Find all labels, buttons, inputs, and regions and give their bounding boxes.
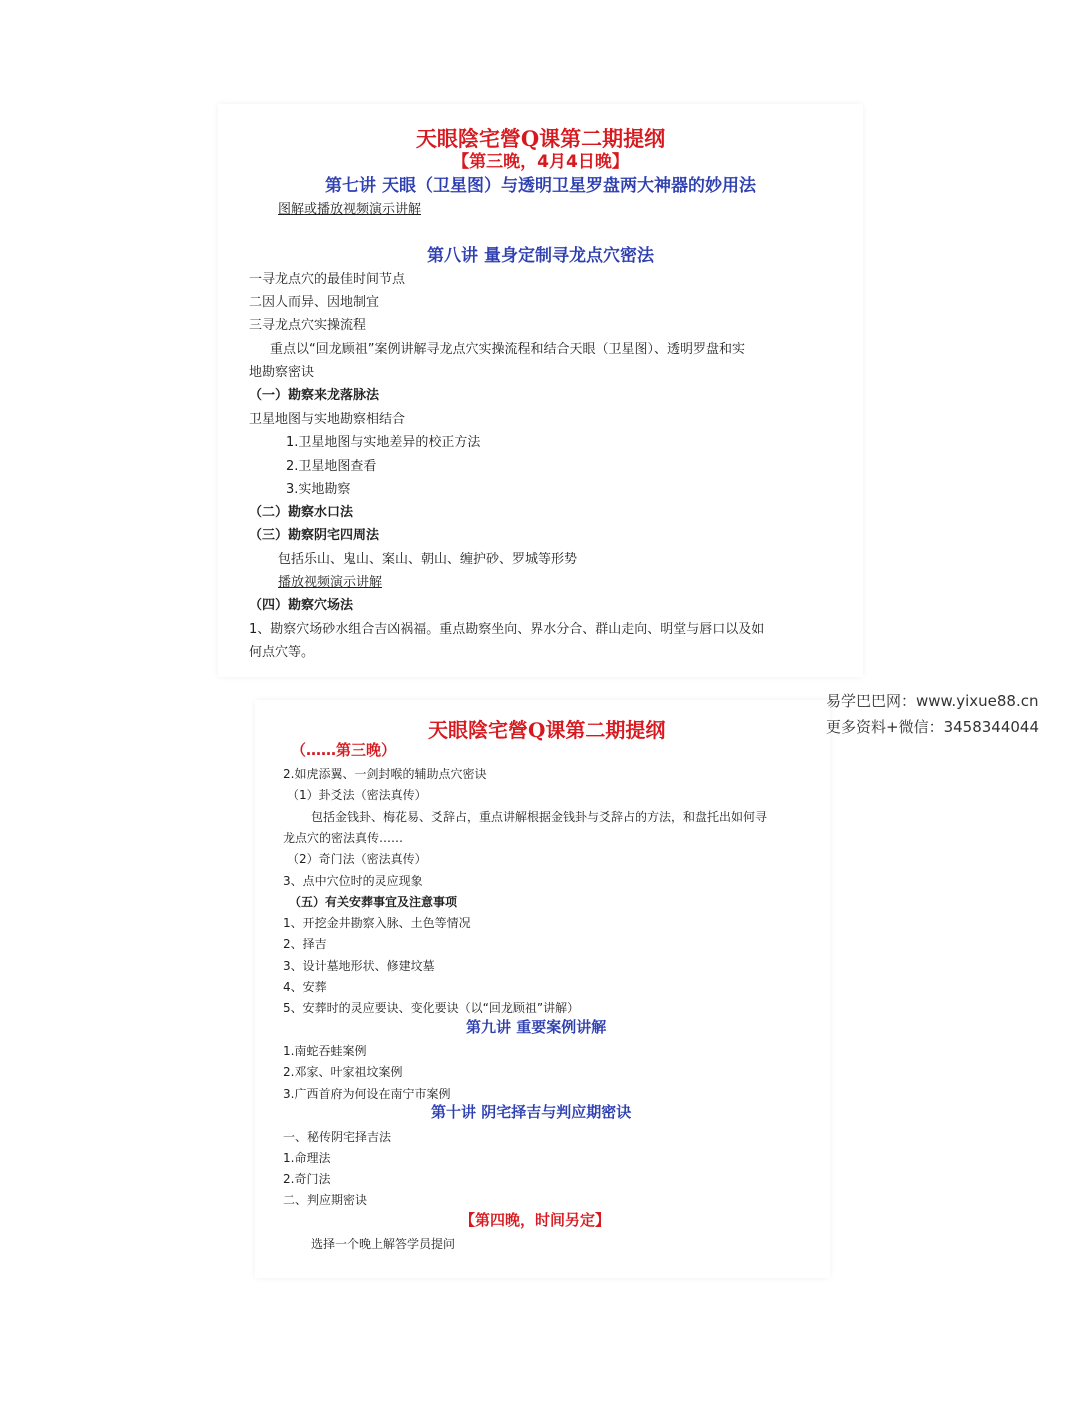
session-subtitle: 【第三晚，4月4日晚】 xyxy=(452,152,629,172)
paragraph-line: 选择一个晚上解答学员提问 xyxy=(311,1237,456,1251)
watermark-line-1: 易学巴巴网：www.yixue88.cn xyxy=(826,692,1039,710)
section-heading: 一、秘传阴宅择吉法 xyxy=(283,1130,392,1144)
list-item: 1、开挖金井勘察入脉、土色等情况 xyxy=(283,916,471,930)
paragraph-line: （1）卦爻法（密法真传） xyxy=(287,788,427,802)
lecture-7-heading: 第七讲 天眼（卫星图）与透明卫星罗盘两大神器的妙用法 xyxy=(325,176,756,196)
session-4-heading: 【第四晚，时间另定】 xyxy=(460,1211,611,1229)
list-item: 1.卫星地图与实地差异的校正方法 xyxy=(286,435,481,450)
list-item: 二因人而异、因地制宜 xyxy=(249,295,380,310)
section-note: 播放视频演示讲解 xyxy=(278,575,383,590)
list-item: 3.广西首府为何设在南宁市案例 xyxy=(283,1087,451,1101)
list-item: 1.南蛇吞蛙案例 xyxy=(283,1044,367,1058)
outline-page-1 xyxy=(218,104,863,677)
page-title: 天眼陰宅營Q课第二期提纲 xyxy=(415,126,666,151)
section-heading: 二、判应期密诀 xyxy=(283,1193,368,1207)
lecture-10-heading: 第十讲 阴宅择吉与判应期密诀 xyxy=(431,1103,632,1121)
outline-page-2 xyxy=(255,700,830,1278)
lecture-8-heading: 第八讲 量身定制寻龙点穴密法 xyxy=(427,246,654,266)
list-item: 2.奇门法 xyxy=(283,1172,331,1186)
list-item: 2.卫星地图查看 xyxy=(286,459,377,474)
paragraph-line: （2）奇门法（密法真传） xyxy=(287,852,427,866)
list-item: 2.邓家、叶家祖坟案例 xyxy=(283,1065,403,1079)
lecture-7-note: 图解或播放视频演示讲解 xyxy=(278,202,422,217)
paragraph-line: 包括乐山、鬼山、案山、朝山、缠护砂、罗城等形势 xyxy=(278,552,578,567)
page-title: 天眼陰宅營Q课第二期提纲 xyxy=(428,718,666,742)
paragraph-line: 何点穴等。 xyxy=(249,645,315,660)
paragraph-line: 龙点穴的密法真传…… xyxy=(283,831,404,845)
paragraph-line: 包括金钱卦、梅花易、爻辞占，重点讲解根据金钱卦与爻辞占的方法，和盘托出如何寻 xyxy=(311,810,768,824)
section-heading: （四）勘察穴场法 xyxy=(249,598,354,613)
paragraph-line: 重点以“回龙顾祖”案例讲解寻龙点穴实操流程和结合天眼（卫星图）、透明罗盘和实 xyxy=(270,342,745,357)
list-item: 三寻龙点穴实操流程 xyxy=(249,318,367,333)
list-item: 3、设计墓地形状、修建坟墓 xyxy=(283,959,435,973)
paragraph-line: 1、勘察穴场砂水组合吉凶祸福。重点勘察坐向、界水分合、群山走向、明堂与唇口以及如 xyxy=(249,622,765,637)
section-subheading: 卫星地图与实地勘察相结合 xyxy=(249,412,406,427)
list-item: 4、安葬 xyxy=(283,980,327,994)
list-item: 2、择吉 xyxy=(283,937,327,951)
watermark-line-2: 更多资料+微信：3458344044 xyxy=(826,718,1040,736)
list-item: 5、安葬时的灵应要诀、变化要诀（以“回龙顾祖”讲解） xyxy=(283,1001,580,1015)
section-heading: （三）勘察阴宅四周法 xyxy=(249,528,380,543)
session-subtitle: （……第三晚） xyxy=(291,741,397,759)
section-heading: （二）勘察水口法 xyxy=(249,505,354,520)
section-heading: （一）勘察来龙落脉法 xyxy=(249,388,380,403)
section-heading: （五）有关安葬事宜及注意事项 xyxy=(289,895,458,909)
lecture-9-heading: 第九讲 重要案例讲解 xyxy=(466,1018,607,1036)
paragraph-line: 2.如虎添翼、一剑封喉的辅助点穴密诀 xyxy=(283,767,487,781)
paragraph-line: 地勘察密诀 xyxy=(249,365,315,380)
list-item: 一寻龙点穴的最佳时间节点 xyxy=(249,272,406,287)
paragraph-line: 3、点中穴位时的灵应现象 xyxy=(283,874,423,888)
list-item: 1.命理法 xyxy=(283,1151,331,1165)
list-item: 3.实地勘察 xyxy=(286,482,351,497)
